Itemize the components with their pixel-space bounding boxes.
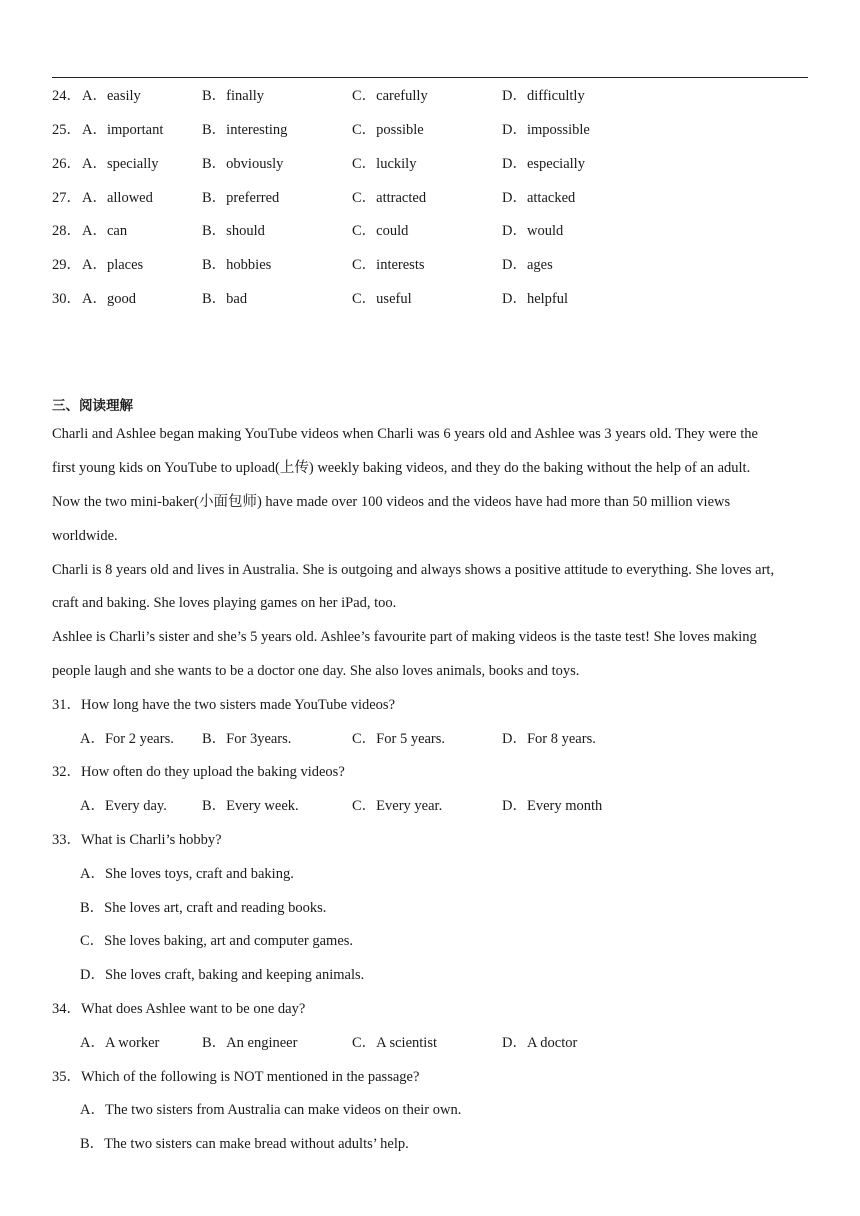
option-d: D．ages	[502, 257, 553, 273]
question-number: 24．	[52, 88, 81, 104]
question-number: 26．	[52, 156, 81, 172]
option-a: A．The two sisters from Australia can make videos on their own.	[80, 1102, 462, 1118]
passage-line: worldwide.	[52, 528, 118, 544]
option-d: D．attacked	[502, 190, 576, 206]
option-a: A．specially	[82, 156, 159, 172]
option-b: B．The two sisters can make bread without adults’ help.	[80, 1136, 409, 1152]
option-b: B．interesting	[202, 122, 288, 138]
option-a: A．Every day.	[80, 798, 167, 814]
option-b: B．For 3years.	[202, 731, 292, 747]
option-c: C．useful	[352, 291, 412, 307]
option-b: B．finally	[202, 88, 265, 104]
option-d: D．She loves craft, baking and keeping animals.	[80, 967, 365, 983]
question-34: 34．What does Ashlee want to be one day?	[52, 1001, 306, 1017]
option-c: C．carefully	[352, 88, 428, 104]
option-a: A．can	[82, 223, 128, 239]
option-b: B．hobbies	[202, 257, 272, 273]
option-c: C．For 5 years.	[352, 731, 446, 747]
option-b: B．should	[202, 223, 265, 239]
question-number: 27．	[52, 190, 81, 206]
option-b: B．bad	[202, 291, 248, 307]
question-number: 30．	[52, 291, 81, 307]
option-b: B．An engineer	[202, 1035, 298, 1051]
option-d: D．especially	[502, 156, 585, 172]
option-c: C．A scientist	[352, 1035, 437, 1051]
option-d: D．A doctor	[502, 1035, 578, 1051]
option-a: A．important	[82, 122, 164, 138]
option-a: A．A worker	[80, 1035, 160, 1051]
option-d: D．would	[502, 223, 564, 239]
option-a: A．allowed	[82, 190, 153, 206]
option-c: C．Every year.	[352, 798, 443, 814]
option-a: A．good	[82, 291, 136, 307]
question-number: 29．	[52, 257, 81, 273]
option-a: A．places	[82, 257, 144, 273]
question-32: 32．How often do they upload the baking videos?	[52, 764, 345, 780]
section-title: 三、阅读理解	[52, 398, 133, 414]
passage-line: people laugh and she wants to be a doctor one day. She also loves animals, books and toys.	[52, 663, 580, 679]
question-33: 33．What is Charli’s hobby?	[52, 832, 222, 848]
question-31: 31．How long have the two sisters made YouTube videos?	[52, 697, 396, 713]
option-d: D．For 8 years.	[502, 731, 596, 747]
header-rule	[52, 77, 808, 78]
option-c: C．possible	[352, 122, 424, 138]
option-c: C．attracted	[352, 190, 427, 206]
passage-line: Ashlee is Charli’s sister and she’s 5 years old. Ashlee’s favourite part of making videos is the taste test! She loves making	[52, 629, 757, 645]
question-35: 35．Which of the following is NOT mentioned in the passage?	[52, 1069, 420, 1085]
passage-line: first young kids on YouTube to upload(上传) weekly baking videos, and they do the baking without the help of an adult.	[52, 460, 751, 476]
passage-line: craft and baking. She loves playing games on her iPad, too.	[52, 595, 397, 611]
option-d: D．helpful	[502, 291, 569, 307]
passage-line: Charli is 8 years old and lives in Australia. She is outgoing and always shows a positive attitude to everything. She loves art,	[52, 562, 775, 578]
option-d: D．impossible	[502, 122, 590, 138]
question-number: 28．	[52, 223, 81, 239]
option-b: B．Every week.	[202, 798, 299, 814]
option-d: D．Every month	[502, 798, 603, 814]
option-a: A．easily	[82, 88, 141, 104]
passage-line: Now the two mini-baker(小面包师) have made over 100 videos and the videos have had more than 50 million views	[52, 494, 731, 510]
option-b: B．She loves art, craft and reading books.	[80, 900, 327, 916]
option-c: C．luckily	[352, 156, 417, 172]
option-c: C．She loves baking, art and computer games.	[80, 933, 354, 949]
option-d: D．difficultly	[502, 88, 585, 104]
option-c: C．interests	[352, 257, 425, 273]
passage-line: Charli and Ashlee began making YouTube videos when Charli was 6 years old and Ashlee was 3 years old. They were the	[52, 426, 758, 442]
option-a: A．She loves toys, craft and baking.	[80, 866, 294, 882]
option-a: A．For 2 years.	[80, 731, 174, 747]
question-number: 25．	[52, 122, 81, 138]
option-b: B．preferred	[202, 190, 280, 206]
option-c: C．could	[352, 223, 409, 239]
option-b: B．obviously	[202, 156, 284, 172]
